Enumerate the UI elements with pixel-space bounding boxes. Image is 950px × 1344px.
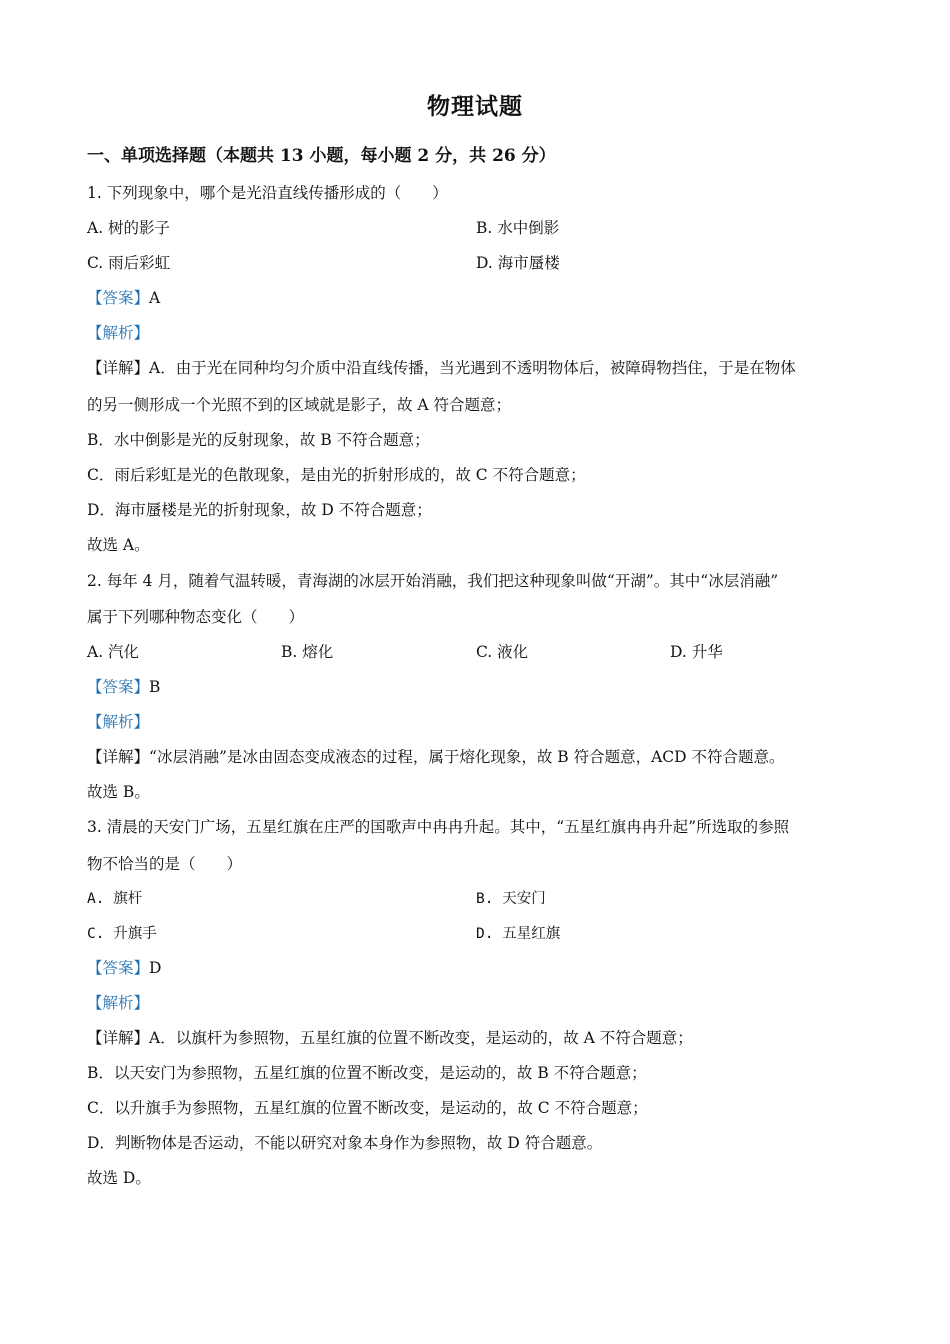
q2-option-d: D. 升华 <box>670 643 723 661</box>
q1-option-d: D. 海市蜃楼 <box>476 254 560 272</box>
q1-analysis <box>87 323 149 343</box>
q3-option-d: D. 五星红旗 <box>476 926 561 942</box>
q3-option-a: A. 旗杆 <box>87 891 143 907</box>
answer-label: 【答案】 <box>87 289 150 307</box>
q3-stem-1: 3. 清晨的天安门广场，五星红旗在庄严的国歌声中冉冉升起。其中，“五星红旗冉冉升起”所选取的参照 <box>87 818 790 836</box>
q3-detail-3: C．以升旗手为参照物，五星红旗的位置不断改变，是运动的，故 C 不符合题意； <box>87 1099 648 1117</box>
q2-detail-1-text: “冰层消融”是冰由固态变成液态的过程，属于熔化现象，故 B 符合题意，ACD 不符合题意。 <box>149 748 785 766</box>
q1-conclusion: 故选 A。 <box>87 536 150 554</box>
q2-analysis <box>87 712 149 732</box>
q3-conclusion: 故选 D。 <box>87 1169 151 1187</box>
q2-answer <box>87 677 160 697</box>
q1-option-b: B. 水中倒影 <box>476 219 560 237</box>
page-title: 物理试题 <box>427 93 523 120</box>
answer-label: 【答案】 <box>87 678 150 696</box>
q1-answer <box>87 288 160 308</box>
q3-detail-2: B．以天安门为参照物，五星红旗的位置不断改变，是运动的，故 B 不符合题意； <box>87 1064 647 1082</box>
q2-option-a: A. 汽化 <box>87 643 140 661</box>
q1-detail-5: D．海市蜃楼是光的折射现象，故 D 不符合题意； <box>87 501 432 519</box>
section-heading: 一、单项选择题（本题共 13 小题，每小题 2 分，共 26 分） <box>87 146 556 166</box>
answer-label: 【答案】 <box>87 959 150 977</box>
q1-detail-1-text: A．由于光在同种均匀介质中沿直线传播，当光遇到不透明物体后，被障碍物挡住，于是在物体 <box>149 359 796 377</box>
q2-stem-2: 属于下列哪种物态变化（ ） <box>87 608 305 626</box>
q1-detail-1 <box>87 358 796 378</box>
detail-label: 【详解】 <box>87 1029 150 1047</box>
analysis-label: 【解析】 <box>87 994 150 1012</box>
q3-stem-2: 物不恰当的是（ ） <box>87 855 243 873</box>
q2-answer-value: B <box>149 678 161 696</box>
q1-detail-2: 的另一侧形成一个光照不到的区域就是影子，故 A 符合题意； <box>87 396 512 414</box>
q1-option-c: C. 雨后彩虹 <box>87 254 171 272</box>
q1-detail-4: C．雨后彩虹是光的色散现象，是由光的折射形成的，故 C 不符合题意； <box>87 466 586 484</box>
q3-option-b: B. 天安门 <box>476 891 546 907</box>
q2-stem-1: 2. 每年 4 月，随着气温转暖，青海湖的冰层开始消融，我们把这种现象叫做“开湖”。其中“冰层消融” <box>87 572 779 590</box>
analysis-label: 【解析】 <box>87 713 150 731</box>
q2-option-c: C. 液化 <box>476 643 529 661</box>
q3-detail-1-text: A．以旗杆为参照物，五星红旗的位置不断改变，是运动的，故 A 不符合题意； <box>149 1029 693 1047</box>
q2-option-b: B. 熔化 <box>281 643 334 661</box>
q3-answer <box>87 958 161 978</box>
q3-detail-1 <box>87 1028 693 1048</box>
q1-answer-value: A <box>149 289 161 307</box>
q1-option-a: A. 树的影子 <box>87 219 171 237</box>
q1-stem: 1. 下列现象中，哪个是光沿直线传播形成的（ ） <box>87 184 448 202</box>
q2-detail-1 <box>87 747 785 767</box>
analysis-label: 【解析】 <box>87 324 150 342</box>
detail-label: 【详解】 <box>87 748 150 766</box>
q3-analysis <box>87 993 149 1013</box>
q2-conclusion: 故选 B。 <box>87 783 150 801</box>
q1-detail-3: B．水中倒影是光的反射现象，故 B 不符合题意； <box>87 431 430 449</box>
q3-answer-value: D <box>149 959 162 977</box>
detail-label: 【详解】 <box>87 359 150 377</box>
q3-option-c: C. 升旗手 <box>87 926 157 942</box>
q3-detail-4: D．判断物体是否运动，不能以研究对象本身作为参照物，故 D 符合题意。 <box>87 1134 603 1152</box>
